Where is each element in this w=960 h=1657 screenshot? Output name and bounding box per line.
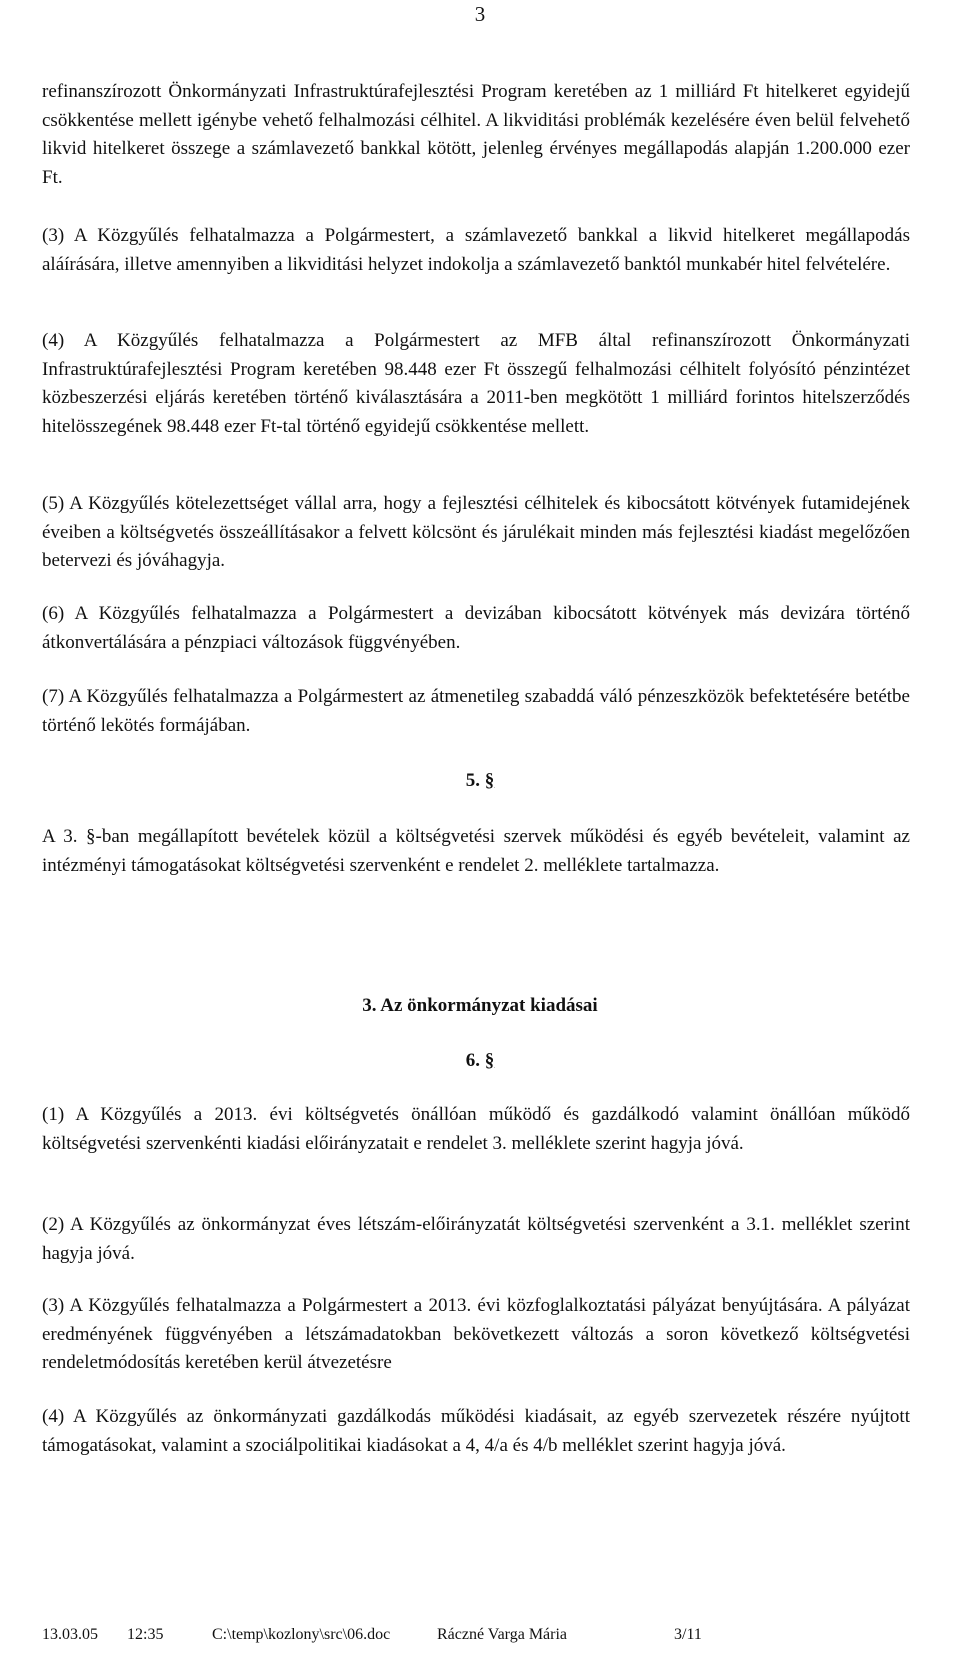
- section-sign: §: [484, 770, 495, 791]
- paragraph-5: (5) A Közgyűlés kötelezettséget vállal arra, hogy a fejlesztési célhitelek és kibocsátott kötvények futamidejének éveiben a költségvetés összeállításakor a felvett kölcsönt és járulékait minden más fejlesztési kiadást megelőzően betervezi és jóváhagyja.: [42, 493, 910, 572]
- footer-date: 13.03.05: [42, 1626, 98, 1643]
- section-sign: §: [484, 1050, 495, 1071]
- chapter-heading: 3. Az önkormányzat kiadásai: [362, 995, 598, 1016]
- paragraph-4: (4) A Közgyűlés felhatalmazza a Polgármestert az MFB által refinanszírozott Önkormányzati Infrastruktúrafejlesztési Program keretében 98.448 ezer Ft összegű felhalmozási célhitelt folyósító pénzintézet közbeszerzési eljárás keretében történő kiválasztására a 2011-ben megkötött 1 milliárd forintos hitelszerződés hitelösszegének 98.448 ezer Ft-tal történő egyidejű csökkentése mellett.: [42, 330, 910, 438]
- paragraph-6-2: (2) A Közgyűlés az önkormányzat éves létszám-előirányzatát költségvetési szervenként a 3.1. melléklet szerint hagyja jóvá.: [42, 1214, 910, 1264]
- footer-page: 3/11: [674, 1626, 702, 1643]
- paragraph-3: (3) A Közgyűlés felhatalmazza a Polgármestert, a számlavezető bankkal a likvid hitelkeret megállapodás aláírására, illetve amennyiben a likviditási helyzet indokolja a számlavezető banktól munkabér hitel felvételére.: [42, 225, 910, 275]
- paragraph-7: (7) A Közgyűlés felhatalmazza a Polgármestert az átmenetileg szabaddá váló pénzeszközök befektetésére betétbe történő lekötés formájában.: [42, 686, 910, 736]
- paragraph-6-3: (3) A Közgyűlés felhatalmazza a Polgármestert a 2013. évi közfoglalkoztatási pályázat benyújtására. A pályázat eredményének függvényében a létszámadatokban bekövetkezett változás a soron következő költségvetési rendeletmódosítás keretében kerül átvezetésre: [42, 1295, 910, 1374]
- paragraph-6-1: (1) A Közgyűlés a 2013. évi költségvetés önállóan működő és gazdálkodó valamint önállóan működő költségvetési szervenkénti kiadási előirányzatait e rendelet 3. melléklete szerint hagyja jóvá.: [42, 1104, 910, 1154]
- section-number: 6.: [465, 1050, 480, 1071]
- section-heading-5: [0, 770, 960, 792]
- page-number: 3: [474, 2, 486, 26]
- footer-time: 12:35: [127, 1626, 164, 1643]
- footer-file-path: C:\temp\kozlony\src\06.doc: [212, 1626, 391, 1643]
- footer-author: Ráczné Varga Mária: [437, 1626, 568, 1643]
- paragraph-section-5: A 3. §-ban megállapított bevételek közül a költségvetési szervek működési és egyéb bevételeit, valamint az intézményi támogatásokat költségvetési szervenként e rendelet 2. melléklete tartalmazza.: [42, 826, 910, 876]
- paragraph-6: (6) A Közgyűlés felhatalmazza a Polgármestert a devizában kibocsátott kötvények más devizára történő átkonvertálására a pénzpiaci változások függvényében.: [42, 603, 910, 653]
- section-heading-6: [0, 1050, 960, 1072]
- paragraph-6-4: (4) A Közgyűlés az önkormányzati gazdálkodás működési kiadásait, az egyéb szervezetek részére nyújtott támogatásokat, valamint a szociálpolitikai kiadásokat a 4, 4/a és 4/b melléklet szerint hagyja jóvá.: [42, 1406, 910, 1456]
- section-number: 5.: [465, 770, 480, 791]
- paragraph-continuation: refinanszírozott Önkormányzati Infrastruktúrafejlesztési Program keretében az 1 milliárd Ft hitelkeret egyidejű csökkentése mellett igénybe vehető felhalmozási célhitel. A likviditási problémák kezelésére éven belül felvehető likvid hitelkeret összege a számlavezető bankkal kötött, jelenleg érvényes megállapodás alapján 1.200.000 ezer Ft.: [42, 81, 910, 189]
